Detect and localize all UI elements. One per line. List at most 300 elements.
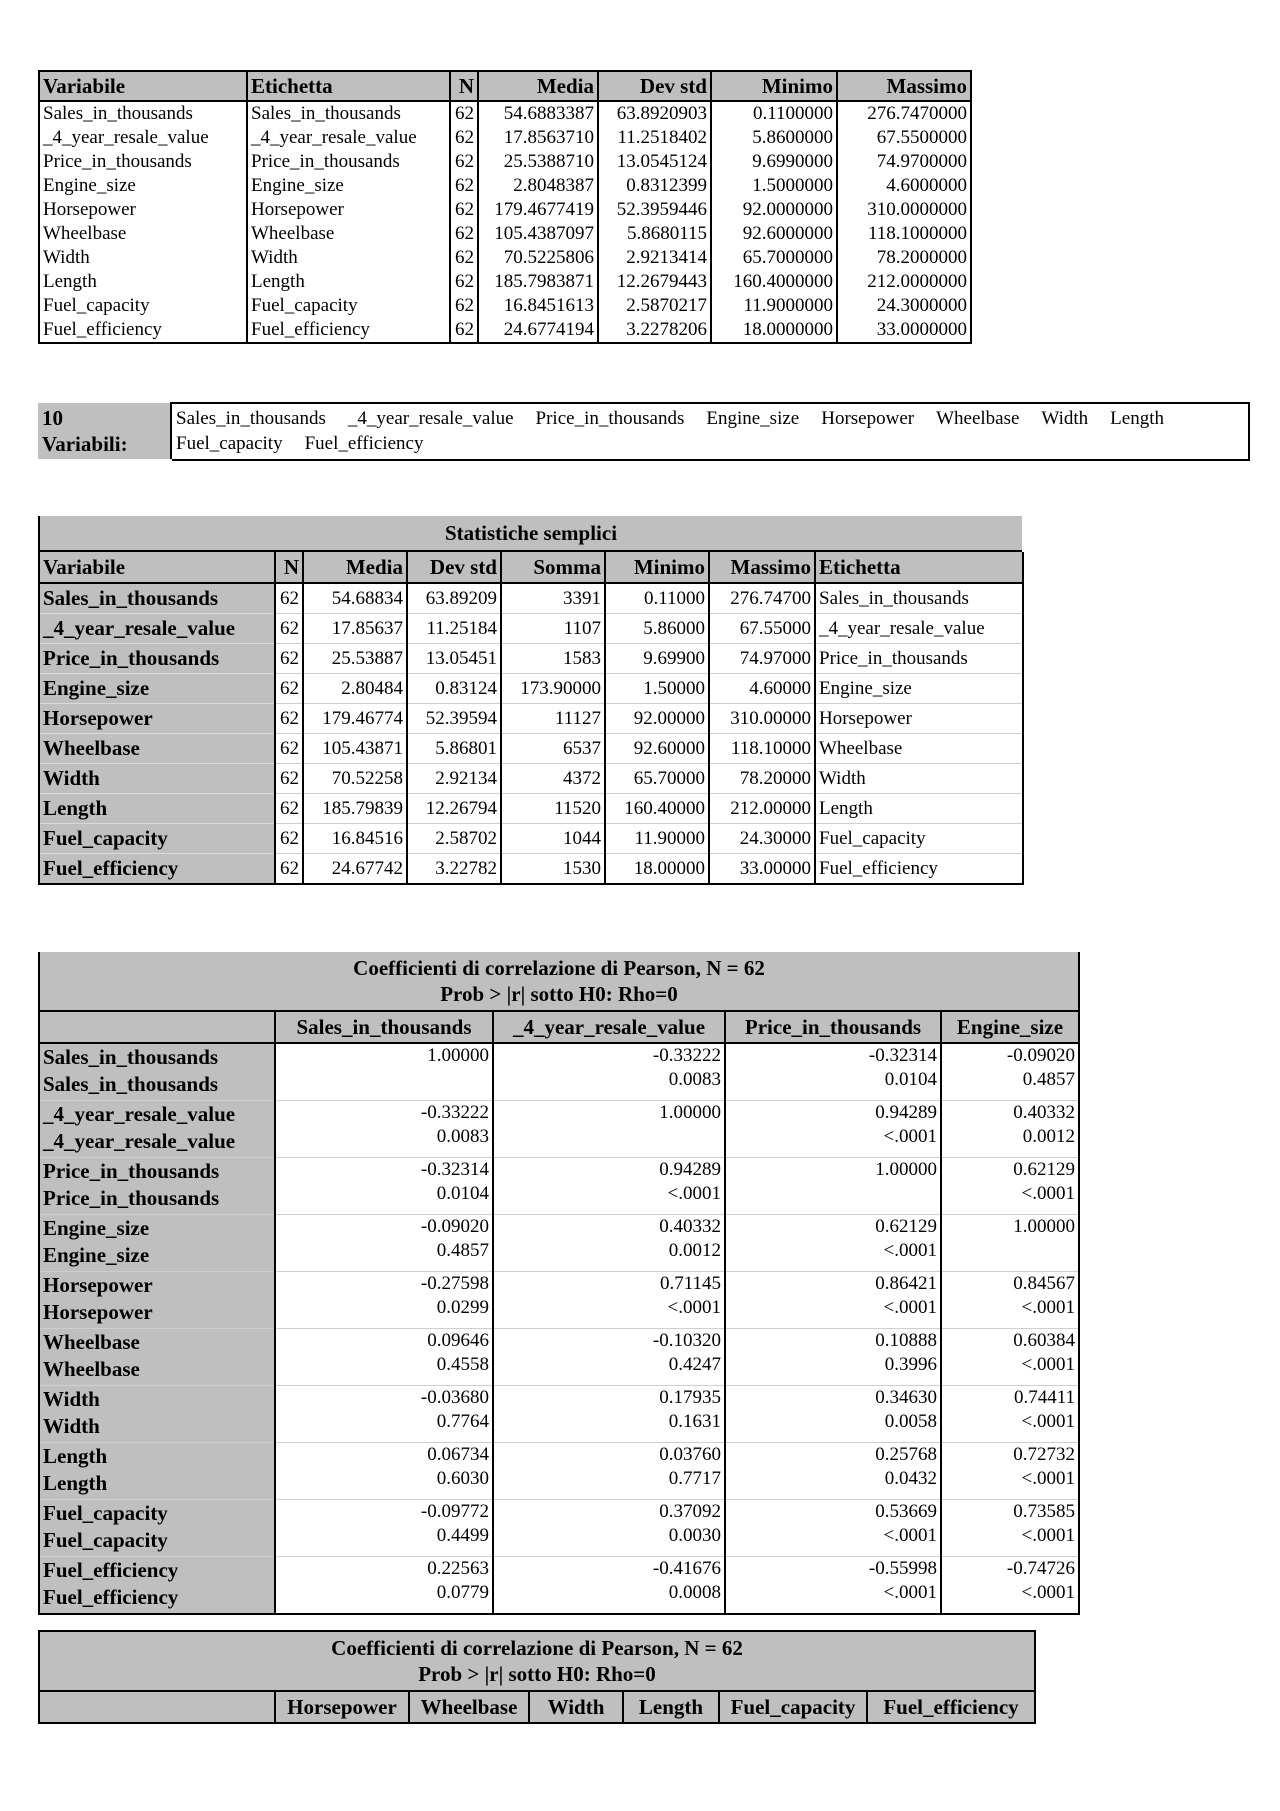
correlation-row-name: Fuel_capacity [43, 1501, 168, 1525]
correlation-coefficient: 0.86421 [875, 1273, 937, 1294]
correlation-row [39, 1443, 1079, 1500]
simple-stats-header-cell: Variabile [39, 551, 275, 583]
correlation-cell [275, 1043, 493, 1101]
summary-cell: 33.0000000 [837, 318, 971, 343]
summary-cell: 18.0000000 [711, 318, 837, 343]
summary-cell: 9.6990000 [711, 150, 837, 174]
correlation2-header-cell: Width [529, 1691, 623, 1723]
correlation-header-row [39, 1011, 1079, 1043]
correlation-p-value: 0.4857 [436, 1240, 489, 1261]
summary-cell: 1.5000000 [711, 174, 837, 198]
correlation-p-value: <.0001 [1021, 1411, 1075, 1432]
summary-cell: Fuel_efficiency [39, 318, 247, 343]
correlation-coefficient: 0.22563 [427, 1558, 489, 1579]
correlation-cell [493, 1158, 725, 1215]
correlation-cell [275, 1443, 493, 1500]
correlation-p-value: 0.4857 [1022, 1069, 1075, 1090]
correlation-cell [725, 1272, 941, 1329]
correlation-p-value: <.0001 [1021, 1582, 1075, 1603]
correlation-title-line2: Prob > |r| sotto H0: Rho=0 [440, 982, 678, 1006]
simple-stats-cell: 62 [275, 704, 303, 734]
correlation-row-label [39, 1272, 275, 1329]
correlation-coefficient: 0.10888 [875, 1330, 937, 1351]
summary-row [39, 294, 971, 318]
summary-header-row [39, 71, 971, 101]
correlation-p-value: 0.0008 [668, 1582, 721, 1603]
summary-cell: 62 [450, 174, 478, 198]
summary-cell: 78.2000000 [837, 246, 971, 270]
simple-stats-cell: 62 [275, 824, 303, 854]
simple-stats-cell: 17.85637 [303, 614, 407, 644]
correlation-row-name: Engine_size [43, 1216, 150, 1240]
summary-cell: 24.3000000 [837, 294, 971, 318]
simple-stats-cell: Fuel_capacity [815, 824, 1023, 854]
correlation-row-label [39, 1386, 275, 1443]
simple-stats-variable: Sales_in_thousands [39, 583, 275, 614]
simple-stats-cell: 18.00000 [605, 854, 709, 885]
simple-stats-cell: 33.00000 [709, 854, 815, 885]
correlation-cell [725, 1215, 941, 1272]
correlation-row [39, 1500, 1079, 1557]
summary-cell: 25.5388710 [478, 150, 598, 174]
correlation-row-label-text: Price_in_thousands [43, 1186, 220, 1210]
summary-header-cell: Etichetta [247, 71, 450, 101]
correlation-row-name: Sales_in_thousands [43, 1045, 219, 1069]
summary-cell: Sales_in_thousands [247, 101, 450, 126]
correlation-coefficient: 1.00000 [875, 1159, 937, 1180]
correlation-header-cell: Engine_size [941, 1011, 1079, 1043]
simple-stats-cell: 1107 [501, 614, 605, 644]
summary-cell: 105.4387097 [478, 222, 598, 246]
correlation-p-value [279, 1068, 489, 1092]
correlation-p-value: 0.1631 [668, 1411, 721, 1432]
correlation-row-label-text: Length [43, 1471, 108, 1495]
simple-stats-cell: 54.68834 [303, 583, 407, 614]
correlation2-header-cell: Horsepower [275, 1691, 409, 1723]
simple-stats-row [39, 704, 1023, 734]
summary-cell: 65.7000000 [711, 246, 837, 270]
correlation-coefficient: 0.62129 [1013, 1159, 1075, 1180]
simple-stats-variable: _4_year_resale_value [39, 614, 275, 644]
correlation-coefficient: 0.60384 [1013, 1330, 1075, 1351]
variable-name: Fuel_efficiency [304, 433, 424, 454]
simple-stats-cell: 0.11000 [605, 583, 709, 614]
correlation-header-cell: Sales_in_thousands [275, 1011, 493, 1043]
correlation-coefficient: 0.40332 [659, 1216, 721, 1237]
correlation-row [39, 1043, 1079, 1101]
summary-row [39, 318, 971, 343]
correlation-cell [493, 1443, 725, 1500]
correlation-cell [941, 1272, 1079, 1329]
summary-header-cell: N [450, 71, 478, 101]
correlation-cell [275, 1158, 493, 1215]
summary-cell: 11.2518402 [598, 126, 711, 150]
summary-cell: 62 [450, 294, 478, 318]
summary-cell: Width [247, 246, 450, 270]
variables-label: Variabili: [42, 432, 128, 456]
correlation-coefficient: 1.00000 [1013, 1216, 1075, 1237]
summary-cell: Length [39, 270, 247, 294]
summary-cell: 13.0545124 [598, 150, 711, 174]
correlation-row-label-text: Engine_size [43, 1243, 150, 1267]
simple-stats-cell: 4.60000 [709, 674, 815, 704]
correlation-coefficient: -0.55998 [868, 1558, 937, 1579]
simple-stats-row [39, 764, 1023, 794]
correlation-p-value: <.0001 [883, 1582, 937, 1603]
correlation-cell [275, 1386, 493, 1443]
correlation-header-cell: Price_in_thousands [725, 1011, 941, 1043]
simple-stats-cell: Price_in_thousands [815, 644, 1023, 674]
correlation2-header-cell: Fuel_efficiency [867, 1691, 1035, 1723]
correlation-table-1 [38, 952, 1080, 1615]
simple-stats-cell: 212.00000 [709, 794, 815, 824]
simple-stats-cell: 1044 [501, 824, 605, 854]
simple-stats-cell: Wheelbase [815, 734, 1023, 764]
correlation2-header-row [39, 1691, 1035, 1723]
simple-stats-cell: 11127 [501, 704, 605, 734]
correlation-p-value: 0.0012 [1022, 1126, 1075, 1147]
summary-cell: Price_in_thousands [39, 150, 247, 174]
simple-stats-row [39, 614, 1023, 644]
correlation-coefficient: 0.94289 [875, 1102, 937, 1123]
correlation-p-value: 0.0030 [668, 1525, 721, 1546]
simple-stats-cell: _4_year_resale_value [815, 614, 1023, 644]
simple-stats-cell: 105.43871 [303, 734, 407, 764]
simple-stats-table [38, 516, 1024, 885]
correlation-p-value: 0.0104 [436, 1183, 489, 1204]
summary-row [39, 101, 971, 126]
correlation-p-value: <.0001 [883, 1240, 937, 1261]
summary-cell: 62 [450, 318, 478, 343]
correlation-row-label [39, 1043, 275, 1101]
simple-stats-cell: 62 [275, 794, 303, 824]
variables-list [171, 403, 1249, 460]
correlation-p-value: <.0001 [883, 1525, 937, 1546]
summary-cell: 62 [450, 198, 478, 222]
correlation-cell [275, 1557, 493, 1615]
correlation-row [39, 1215, 1079, 1272]
correlation-p-value: 0.0104 [884, 1069, 937, 1090]
correlation-row-label [39, 1443, 275, 1500]
correlation-cell [941, 1443, 1079, 1500]
simple-stats-cell: 62 [275, 583, 303, 614]
summary-cell: 0.1100000 [711, 101, 837, 126]
correlation-row [39, 1101, 1079, 1158]
simple-stats-variable: Price_in_thousands [39, 644, 275, 674]
simple-stats-cell: 3391 [501, 583, 605, 614]
correlation-row-label [39, 1329, 275, 1386]
simple-stats-cell: 3.22782 [407, 854, 501, 885]
correlation-p-value: 0.6030 [436, 1468, 489, 1489]
correlation-coefficient: -0.33222 [420, 1102, 489, 1123]
correlation-coefficient: 0.71145 [659, 1273, 721, 1294]
simple-stats-cell: 62 [275, 674, 303, 704]
summary-cell: 2.8048387 [478, 174, 598, 198]
summary-cell: 3.2278206 [598, 318, 711, 343]
correlation-p-value [945, 1239, 1075, 1263]
correlation-header-cell: _4_year_resale_value [493, 1011, 725, 1043]
correlation-row-name: Wheelbase [43, 1330, 140, 1354]
simple-stats-header-cell: Minimo [605, 551, 709, 583]
correlation-cell [725, 1329, 941, 1386]
simple-stats-cell: 62 [275, 854, 303, 885]
correlation-row [39, 1158, 1079, 1215]
simple-stats-variable: Width [39, 764, 275, 794]
correlation-p-value [729, 1182, 937, 1206]
summary-cell: 11.9000000 [711, 294, 837, 318]
summary-cell: 5.8600000 [711, 126, 837, 150]
simple-stats-cell: 25.53887 [303, 644, 407, 674]
correlation-row-name: Fuel_efficiency [43, 1558, 179, 1582]
correlation-row-label-text: Horsepower [43, 1300, 153, 1324]
correlation-cell [275, 1215, 493, 1272]
simple-stats-cell: Fuel_efficiency [815, 854, 1023, 885]
simple-stats-cell: 2.92134 [407, 764, 501, 794]
simple-stats-cell: 160.40000 [605, 794, 709, 824]
summary-cell: 185.7983871 [478, 270, 598, 294]
variable-name: _4_year_resale_value [347, 408, 514, 429]
simple-stats-cell: 1583 [501, 644, 605, 674]
correlation-row-label-text: _4_year_resale_value [43, 1129, 236, 1153]
summary-cell: Fuel_capacity [247, 294, 450, 318]
correlation-cell [941, 1215, 1079, 1272]
correlation-coefficient: 0.74411 [1013, 1387, 1075, 1408]
simple-stats-row [39, 644, 1023, 674]
summary-cell: Horsepower [39, 198, 247, 222]
simple-stats-cell: 70.52258 [303, 764, 407, 794]
correlation-cell [941, 1329, 1079, 1386]
simple-stats-variable: Fuel_capacity [39, 824, 275, 854]
variable-name: Length [1110, 408, 1164, 429]
correlation-p-value [497, 1125, 721, 1149]
correlation-coefficient: 1.00000 [659, 1102, 721, 1123]
simple-stats-cell: 310.00000 [709, 704, 815, 734]
correlation-row-label [39, 1215, 275, 1272]
summary-cell: Wheelbase [39, 222, 247, 246]
correlation-cell [941, 1500, 1079, 1557]
summary-cell: 92.6000000 [711, 222, 837, 246]
simple-stats-header-cell: Etichetta [815, 551, 1023, 583]
correlation-p-value: 0.4247 [668, 1354, 721, 1375]
summary-cell: 17.8563710 [478, 126, 598, 150]
correlation-cell [493, 1329, 725, 1386]
correlation-coefficient: 0.03760 [659, 1444, 721, 1465]
variables-count-label [38, 403, 171, 460]
simple-stats-cell: 173.90000 [501, 674, 605, 704]
simple-stats-cell: Sales_in_thousands [815, 583, 1023, 614]
correlation2-title-line1: Coefficienti di correlazione di Pearson, N = 62 [331, 1636, 743, 1660]
correlation-row-name: Length [43, 1444, 108, 1468]
correlation-coefficient: 0.06734 [427, 1444, 489, 1465]
summary-cell: 74.9700000 [837, 150, 971, 174]
simple-stats-variable: Length [39, 794, 275, 824]
summary-cell: 160.4000000 [711, 270, 837, 294]
simple-stats-cell: 11.25184 [407, 614, 501, 644]
correlation-row-label-text: Sales_in_thousands [43, 1072, 219, 1096]
simple-stats-variable: Fuel_efficiency [39, 854, 275, 885]
correlation-cell [941, 1158, 1079, 1215]
correlation-cell [493, 1043, 725, 1101]
variable-name: Sales_in_thousands [176, 408, 326, 429]
simple-stats-variable: Horsepower [39, 704, 275, 734]
correlation-coefficient: -0.09020 [1006, 1045, 1075, 1066]
correlation-cell [493, 1557, 725, 1615]
simple-stats-row [39, 734, 1023, 764]
summary-cell: 118.1000000 [837, 222, 971, 246]
correlation-coefficient: -0.32314 [868, 1045, 937, 1066]
correlation-row-label-text: Fuel_capacity [43, 1528, 168, 1552]
simple-stats-header-cell: Media [303, 551, 407, 583]
simple-stats-cell: 16.84516 [303, 824, 407, 854]
correlation-coefficient: 1.00000 [427, 1045, 489, 1066]
correlation-row-label-text: Wheelbase [43, 1357, 140, 1381]
correlation-p-value: <.0001 [1021, 1183, 1075, 1204]
correlation-coefficient: -0.33222 [652, 1045, 721, 1066]
summary-row [39, 222, 971, 246]
correlation-coefficient: -0.03680 [420, 1387, 489, 1408]
correlation-row [39, 1386, 1079, 1443]
correlation-p-value: 0.7717 [668, 1468, 721, 1489]
correlation-cell [725, 1557, 941, 1615]
correlation-coefficient: -0.27598 [420, 1273, 489, 1294]
correlation-cell [493, 1386, 725, 1443]
correlation-p-value: <.0001 [1021, 1354, 1075, 1375]
correlation-row-label [39, 1500, 275, 1557]
correlation-row-name: Price_in_thousands [43, 1159, 220, 1183]
summary-cell: Price_in_thousands [247, 150, 450, 174]
simple-stats-cell: 1530 [501, 854, 605, 885]
simple-stats-cell: 5.86801 [407, 734, 501, 764]
correlation-row-label [39, 1101, 275, 1158]
correlation-coefficient: 0.94289 [659, 1159, 721, 1180]
correlation2-title-line2: Prob > |r| sotto H0: Rho=0 [418, 1662, 656, 1686]
correlation-row [39, 1329, 1079, 1386]
simple-stats-cell: 62 [275, 734, 303, 764]
summary-cell: 276.7470000 [837, 101, 971, 126]
simple-stats-row [39, 794, 1023, 824]
correlation-p-value: 0.0083 [668, 1069, 721, 1090]
simple-stats-cell: 67.55000 [709, 614, 815, 644]
summary-cell: 12.2679443 [598, 270, 711, 294]
simple-stats-cell: 9.69900 [605, 644, 709, 674]
correlation-title-line1: Coefficienti di correlazione di Pearson, N = 62 [353, 956, 765, 980]
summary-cell: Engine_size [247, 174, 450, 198]
correlation-cell [725, 1500, 941, 1557]
simple-stats-cell: 276.74700 [709, 583, 815, 614]
summary-row [39, 198, 971, 222]
correlation-row-name: Width [43, 1387, 100, 1411]
summary-cell: 62 [450, 246, 478, 270]
correlation-p-value: 0.4558 [436, 1354, 489, 1375]
correlation-cell [493, 1101, 725, 1158]
variable-name: Horsepower [821, 408, 915, 429]
correlation-row-label [39, 1557, 275, 1615]
summary-cell: Horsepower [247, 198, 450, 222]
correlation-coefficient: 0.09646 [427, 1330, 489, 1351]
simple-stats-cell: 92.60000 [605, 734, 709, 764]
correlation-table-2 [38, 1630, 1036, 1724]
correlation-cell [493, 1272, 725, 1329]
correlation-p-value: 0.7764 [436, 1411, 489, 1432]
summary-cell: 0.8312399 [598, 174, 711, 198]
correlation-row-label-text: Fuel_efficiency [43, 1585, 179, 1609]
correlation-p-value: <.0001 [883, 1126, 937, 1147]
simple-stats-header-cell: Dev std [407, 551, 501, 583]
summary-cell: 179.4677419 [478, 198, 598, 222]
summary-cell: 212.0000000 [837, 270, 971, 294]
summary-cell: Engine_size [39, 174, 247, 198]
simple-stats-header-cell: N [275, 551, 303, 583]
simple-stats-title: Statistiche semplici [39, 516, 1023, 551]
correlation-cell [941, 1043, 1079, 1101]
simple-stats-cell: 2.58702 [407, 824, 501, 854]
summary-cell: 62 [450, 101, 478, 126]
correlation-cell [725, 1158, 941, 1215]
correlation-p-value: 0.3996 [884, 1354, 937, 1375]
correlation-cell [275, 1329, 493, 1386]
summary-cell: 4.6000000 [837, 174, 971, 198]
correlation-coefficient: 0.25768 [875, 1444, 937, 1465]
simple-stats-cell: 24.30000 [709, 824, 815, 854]
correlation-coefficient: 0.53669 [875, 1501, 937, 1522]
correlation-p-value: 0.0012 [668, 1240, 721, 1261]
simple-stats-cell: 6537 [501, 734, 605, 764]
summary-cell: 62 [450, 150, 478, 174]
correlation-coefficient: 0.37092 [659, 1501, 721, 1522]
simple-stats-variable: Wheelbase [39, 734, 275, 764]
summary-row [39, 174, 971, 198]
simple-stats-cell: Width [815, 764, 1023, 794]
summary-header-cell: Massimo [837, 71, 971, 101]
correlation-coefficient: 0.73585 [1013, 1501, 1075, 1522]
simple-stats-cell: 62 [275, 644, 303, 674]
correlation-coefficient: 0.72732 [1013, 1444, 1075, 1465]
correlation-title-2 [39, 1631, 1035, 1691]
summary-cell: 54.6883387 [478, 101, 598, 126]
correlation-coefficient: -0.09020 [420, 1216, 489, 1237]
simple-stats-cell: 92.00000 [605, 704, 709, 734]
correlation-cell [725, 1101, 941, 1158]
variable-name: Wheelbase [936, 408, 1020, 429]
simple-stats-cell: 62 [275, 764, 303, 794]
correlation-cell [275, 1101, 493, 1158]
correlation2-header-cell: Fuel_capacity [719, 1691, 867, 1723]
summary-cell: _4_year_resale_value [247, 126, 450, 150]
simple-stats-cell: 1.50000 [605, 674, 709, 704]
summary-cell: 310.0000000 [837, 198, 971, 222]
correlation-row [39, 1557, 1079, 1615]
correlation-cell [725, 1443, 941, 1500]
correlation-row-label-text: Width [43, 1414, 100, 1438]
correlation-row-name: _4_year_resale_value [43, 1102, 236, 1126]
simple-stats-cell: 179.46774 [303, 704, 407, 734]
summary-row [39, 150, 971, 174]
correlation-row-label [39, 1158, 275, 1215]
summary-cell: Sales_in_thousands [39, 101, 247, 126]
correlation-cell [493, 1500, 725, 1557]
correlation-coefficient: 0.62129 [875, 1216, 937, 1237]
simple-stats-variable: Engine_size [39, 674, 275, 704]
summary-table [38, 70, 972, 344]
summary-cell: 63.8920903 [598, 101, 711, 126]
summary-cell: Length [247, 270, 450, 294]
variables-box [38, 402, 1250, 461]
correlation2-header-cell [39, 1691, 275, 1723]
simple-stats-header-cell: Somma [501, 551, 605, 583]
correlation-p-value: <.0001 [667, 1183, 721, 1204]
correlation-p-value: <.0001 [1021, 1297, 1075, 1318]
correlation-cell [941, 1557, 1079, 1615]
